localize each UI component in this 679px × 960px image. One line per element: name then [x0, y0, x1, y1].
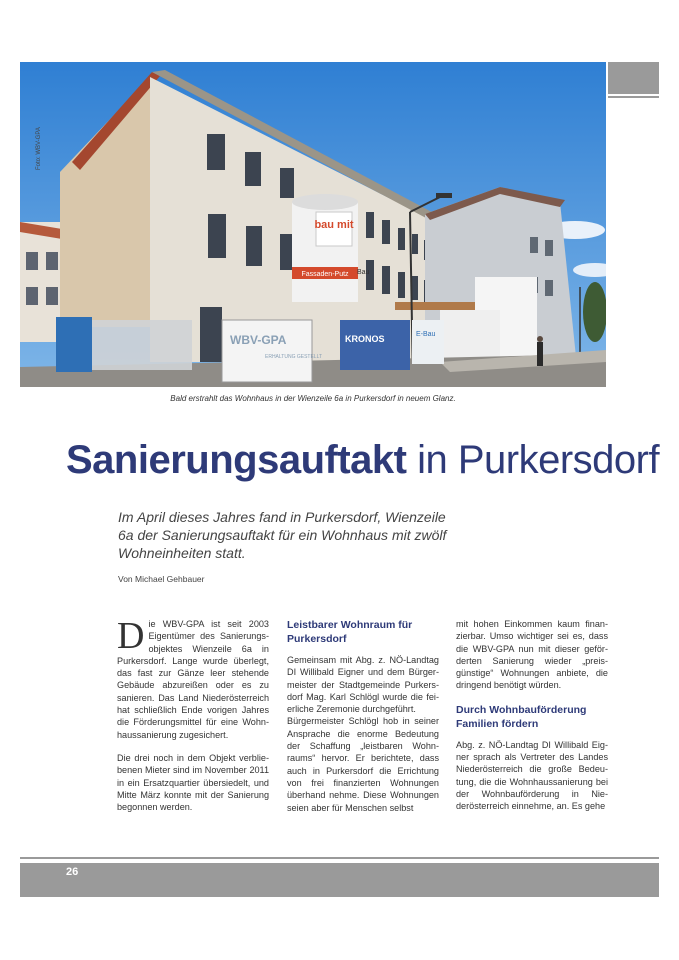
article-column-3 [456, 618, 608, 824]
paragraph: mit hohen Einkommen kaum finanzierbar. Umso wichtiger sei es, dass die WBV-GPA nun mit dieser geförderten Sanierung wieder „preisgünstige“ Wohnungen anbiete, die dringend benötigt würden. [456, 619, 608, 691]
fence-banner-sub: ERHALTUNG GESTELLT [265, 354, 323, 360]
fence-banner-kronos: KRONOS [345, 334, 385, 344]
photo-credit: Foto: WBV-GPA [36, 127, 42, 170]
paragraph: Gemeinsam mit Abg. z. NÖ-Landtag DI Willibald Eigner und dem Bürgermeister der Stadtgemeinde Purkersdorf Mag. Karl Schlögl wurde die feierliche Zeremonie durchgeführt. [287, 655, 439, 715]
article-title-rest: in Purkersdorf [406, 438, 660, 482]
corner-rule [608, 96, 659, 98]
footer-rule [20, 857, 659, 859]
article-column-1 [117, 615, 269, 824]
building-photo-illustration [20, 62, 606, 387]
article-lead: Im April dieses Jahres fand in Purkersdorf, Wienzeile 6a der Sanierungsauftakt für ein Wohnhaus mit zwölf Wohneinheiten statt. [118, 509, 447, 561]
paragraph-text: ie WBV-GPA ist seit 2003 Eigentümer des Sanierungsobjektes Wienzeile 6a in Purkersdorf. Lange wurde überlegt, das fast zur Gänze leer stehende Gebäude abzureißen oder es zu sanieren. Das Land Niederösterreich hat schließlich Ende vorigen Jahres die Förderungsmittel für eine Wohnhaussanierung zugesichert. [117, 619, 269, 740]
fence-banner-wbv: WBV-GPA [230, 333, 287, 347]
silo-logo-text: bau mit [314, 219, 354, 231]
section-heading: Leistbarer Wohnraum für Purkersdorf [287, 619, 413, 645]
section-heading: Durch Wohnbauförderung Familien fördern [456, 703, 587, 730]
article-byline: Von Michael Gehbauer [118, 574, 205, 584]
fence-banner-ebau: E-Bau [416, 331, 436, 338]
corner-tab [608, 62, 659, 94]
paragraph: Abg. z. NÖ-Landtag DI Willibald Eigner sprach als Vertreter des Landes Niederösterreich die große Bedeutung, die die Wohnhaussanierung bei der Wohnbauförderung in Niederösterreich einnehme, an. Es gehe [456, 739, 608, 812]
article-column-2 [287, 618, 439, 825]
article-title-bold: Sanierungsauftakt [66, 438, 407, 482]
paragraph: Die drei noch in dem Objekt verbliebenen Mieter sind im November 2011 in ein Ersatzquartier übersiedelt, und Mitte März konnte mit der Sanierung begonnen werden. [117, 752, 269, 813]
drop-cap: D [117, 615, 145, 657]
article-photo [20, 62, 606, 387]
paragraph: Bürgermeister Schlögl hob in seiner Ansprache die enorme Bedeutung der Schaffung „leistbaren Wohnraums“ hervor. Er berichtete, dass auch in Purkersdorf die Errichtung von frei finanzierten Wohnungen überhand nehme. Diese Wohnungen seien aber für Menschen selbst [287, 716, 439, 813]
photo-caption: Bald erstrahlt das Wohnhaus in der Wienzeile 6a in Purkersdorf in neuem Glanz. [170, 394, 456, 403]
article-title [66, 438, 659, 482]
silo-band-text: Fassaden-Putz [301, 271, 349, 278]
footer-bar [20, 863, 659, 897]
page-number: 26 [66, 866, 79, 878]
paragraph [117, 615, 269, 741]
building-sign-bau: Bau [357, 269, 370, 276]
